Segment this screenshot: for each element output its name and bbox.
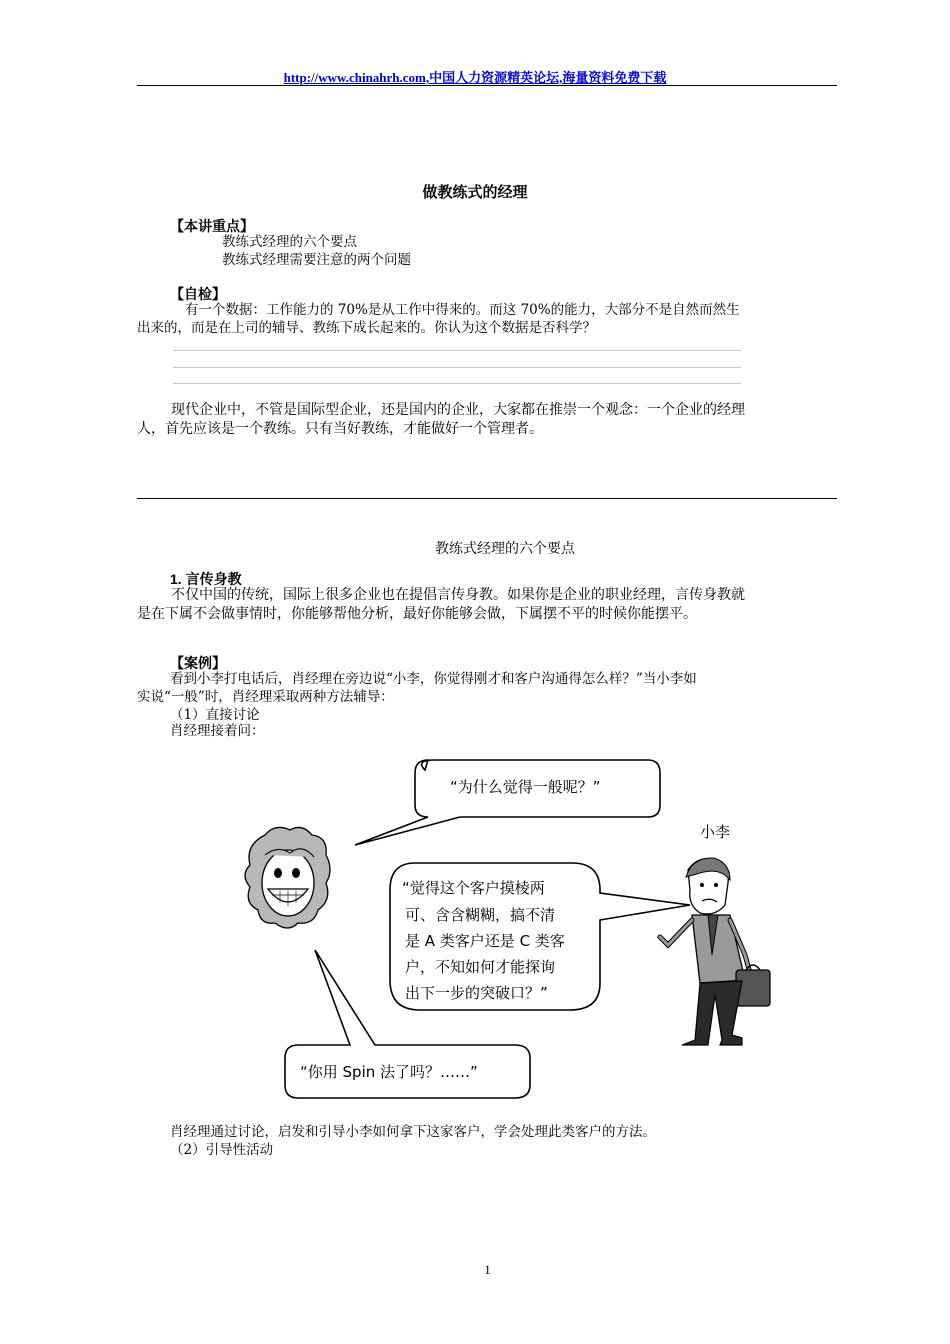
point-line: 不仅中国的传统，国际上很多企业也在提倡言传身教。如果你是企业的职业经理，言传身教就	[171, 587, 745, 603]
point-heading: 1. 言传身教	[170, 571, 242, 587]
case-method: （2）引导性活动	[170, 1142, 274, 1158]
header-link[interactable]: http://www.chinahrh.com,中国人力资源精英论坛,海量资料免费下载	[283, 70, 667, 85]
key-point-item: 教练式经理需要注意的两个问题	[222, 252, 411, 268]
manager-figure-icon	[245, 827, 330, 928]
self-check-text: 出来的，而是在上司的辅导、教练下成长起来的。你认为这个数据是否科学？	[137, 320, 596, 336]
page-title: 做教练式的经理	[422, 184, 528, 201]
speech-bubble-top	[355, 760, 660, 845]
answer-line[interactable]	[173, 383, 741, 384]
header-divider	[137, 85, 837, 86]
section-divider	[137, 498, 837, 499]
bubble-middle-line: “觉得这个客户摸棱两	[402, 879, 545, 897]
intro-line: 人，首先应该是一个教练。只有当好教练，才能做好一个管理者。	[137, 421, 543, 437]
point-line: 是在下属不会做事情时，你能够帮他分析，最好你能够会做，下属摆不平的时候你能摆平。	[137, 606, 697, 622]
bubble-middle-line: 是 A 类客户还是 C 类客	[405, 932, 565, 950]
case-heading: 【案例】	[170, 655, 226, 671]
case-text: 看到小李打电话后，肖经理在旁边说“小李，你觉得刚才和客户沟通得怎么样？”当小李如	[170, 671, 697, 687]
case-text: 肖经理接着问：	[170, 723, 265, 739]
answer-line[interactable]	[173, 350, 741, 351]
answer-line[interactable]	[173, 367, 741, 368]
key-point-item: 教练式经理的六个要点	[222, 234, 357, 250]
intro-paragraph	[137, 401, 837, 439]
self-check-text: 有一个数据：工作能力的 70%是从工作中得来的。而这 70%的能力，大部分不是自然而然生	[185, 302, 740, 318]
key-points-heading: 【本讲重点】	[170, 218, 254, 234]
section-title: 教练式经理的六个要点	[435, 540, 575, 556]
bubble-middle-line: 户，不知如何才能探询	[405, 958, 556, 976]
xiaoli-figure-icon	[660, 858, 770, 1045]
point-paragraph	[137, 586, 837, 624]
after-text: 肖经理通过讨论，启发和引导小李如何拿下这家客户，学会处理此类客户的方法。	[170, 1124, 656, 1140]
bubble-bottom-text: “你用 Spin 法了吗？……”	[300, 1063, 478, 1081]
xiaoli-label: 小李	[700, 823, 731, 841]
case-text: 实说“一般”时，肖经理采取两种方法辅导：	[137, 689, 394, 705]
bubble-top-text: “为什么觉得一般呢？”	[450, 778, 601, 796]
bubble-middle-line: 可、含含糊糊，搞不清	[405, 906, 556, 924]
speech-bubble-middle	[390, 863, 690, 1010]
self-check-heading: 【自检】	[170, 286, 226, 302]
intro-line: 现代企业中，不管是国际型企业，还是国内的企业，大家都在推崇一个观念：一个企业的经理	[171, 402, 745, 418]
bubble-middle-line: 出下一步的突破口？”	[405, 984, 548, 1002]
dialogue-illustration	[230, 755, 790, 1115]
page-number: 1	[484, 1262, 491, 1277]
case-method: （1）直接讨论	[170, 707, 260, 723]
